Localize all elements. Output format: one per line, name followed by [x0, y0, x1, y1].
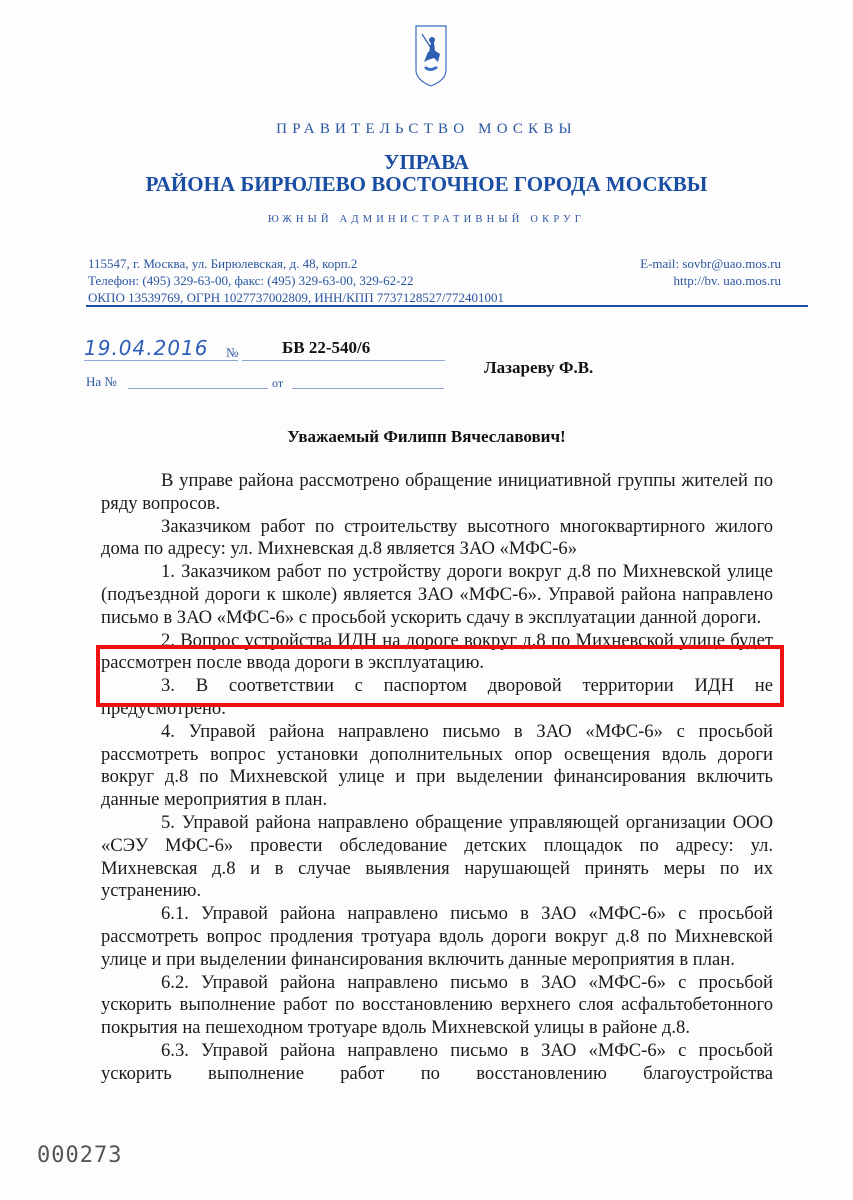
- paragraph: В управе района рассмотрено обращение инициативной группы жителей по ряду вопросов.: [101, 470, 773, 514]
- reply-number-underline: [128, 388, 268, 389]
- salutation: Уважаемый Филипп Вячеславович!: [287, 427, 566, 446]
- address: 115547, г. Москва, ул. Бирюлевская, д. 48, корп.2: [88, 256, 358, 271]
- serial-number-stamp: 000273: [37, 1143, 123, 1168]
- government-title: ПРАВИТЕЛЬСТВО МОСКВЫ: [276, 121, 577, 137]
- website: http://bv. uao.mos.ru: [673, 273, 781, 288]
- header-divider: [86, 305, 808, 307]
- paragraph: 5. Управой района направлено обращение управляющей организации ООО «СЭУ МФС-6» провести обследование детских площадок по адресу: ул. Михневская д.8 и в случае выявления нарушающей принять меры по их устранению.: [101, 811, 773, 902]
- recipient: Лазареву Ф.В.: [484, 358, 594, 377]
- paragraph: 6.1. Управой района направлено письмо в ЗАО «МФС-6» с просьбой рассмотреть вопрос продления тротуара вдоль дороги вокруг д.8 по Михневской улице и при выделении финансирования включить данные мероприятия в план.: [101, 903, 773, 970]
- paragraph: 3. В соответствии с паспортом дворовой территории ИДН не предусмотрено.: [101, 675, 773, 719]
- date-underline: [84, 360, 238, 361]
- contact-address-block: [88, 255, 504, 306]
- district-title: РАЙОНА БИРЮЛЕВО ВОСТОЧНОЕ ГОРОДА МОСКВЫ: [145, 172, 708, 196]
- moscow-coat-of-arms-icon: [414, 22, 448, 88]
- letter-body: [101, 470, 773, 1086]
- email: E-mail: sovbr@uao.mos.ru: [640, 256, 781, 271]
- reply-to-label: На №: [86, 374, 117, 389]
- paragraph: 6.2. Управой района направлено письмо в ЗАО «МФС-6» с просьбой ускорить выполнение работ по восстановлению верхнего слоя асфальтобетонного покрытия на пешеходном тротуаре вдоль Михневской улицы в районе д.8.: [101, 971, 773, 1039]
- number-sign: №: [226, 345, 239, 360]
- number-underline: [242, 360, 445, 361]
- okrug-title: ЮЖНЫЙ АДМИНИСТРАТИВНЫЙ ОКРУГ: [267, 214, 586, 225]
- phone: Телефон: (495) 329-63-00, факс: (495) 329-63-00, 329-62-22: [88, 273, 414, 288]
- paragraph-highlighted: 2. Вопрос устройства ИДН на дороге вокруг д.8 по Михневской улице будет рассмотрен после ввода дороги в эксплуатацию.: [101, 629, 773, 674]
- paragraph: 1. Заказчиком работ по устройству дороги вокруг д.8 по Михневской улице (подъездной дороги к школе) является ЗАО «МФС-6». Управой района направлено письмо в ЗАО «МФС-6» с просьбой ускорить сдачу в эксплуатации данной дороги.: [101, 561, 773, 628]
- handwritten-date: 19.04.2016: [84, 336, 209, 360]
- paragraph: Заказчиком работ по строительству высотного многоквартирного жилого дома по адресу: ул. Михневская д.8 является ЗАО «МФС-6»: [101, 515, 773, 560]
- registration-number: БВ 22-540/6: [282, 338, 371, 357]
- uprava-title: УПРАВА: [384, 150, 469, 174]
- contact-online-block: [640, 255, 781, 289]
- highlight-box: [96, 645, 784, 707]
- paragraph: 6.3. Управой района направлено письмо в ЗАО «МФС-6» с просьбой ускорить выполнение работ по восстановлению благоустройства: [101, 1039, 773, 1084]
- registration-codes: ОКПО 13539769, ОГРН 1027737002809, ИНН/КПП 7737128527/772401001: [88, 290, 504, 305]
- paragraph: 4. Управой района направлено письмо в ЗАО «МФС-6» с просьбой рассмотреть вопрос установки дополнительных опор освещения вдоль дороги вокруг д.8 по Михневской улице и при выделении финансирования включить данные мероприятия в план.: [101, 720, 773, 811]
- from-label: от: [272, 376, 284, 390]
- reply-date-underline: [292, 388, 444, 389]
